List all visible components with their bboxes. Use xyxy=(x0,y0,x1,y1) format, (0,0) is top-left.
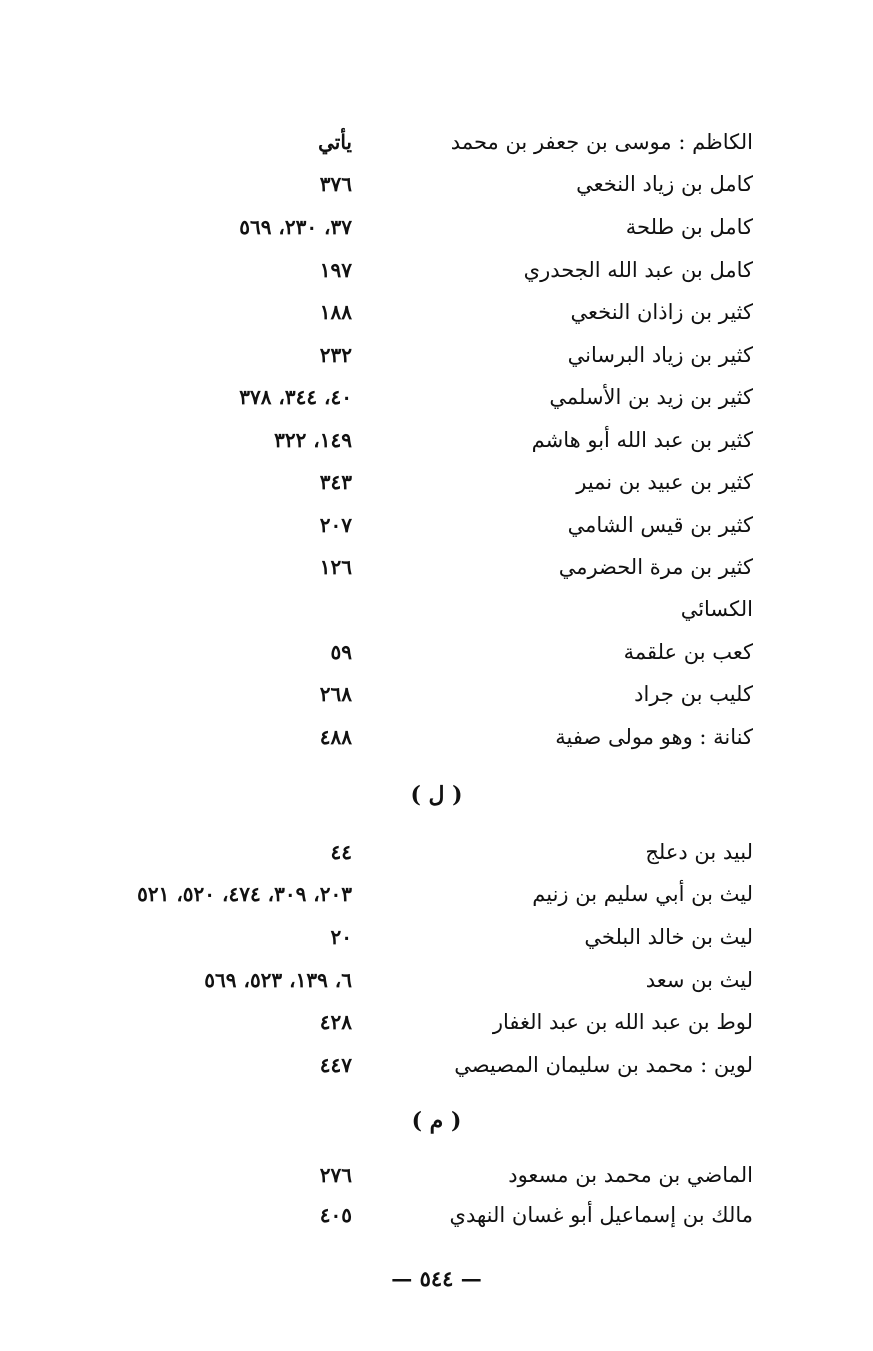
entry-name: ليث بن سعد xyxy=(645,968,753,992)
entry-pages: ٤٢٨ xyxy=(319,1010,352,1034)
entry-pages: ٤٠، ٣٤٤، ٣٧٨ xyxy=(239,385,352,409)
index-entry xyxy=(0,213,873,255)
entry-name: الكسائي xyxy=(680,597,753,621)
entry-name: ليث بن خالد البلخي xyxy=(584,925,753,949)
index-entry xyxy=(0,426,873,468)
entry-name: كليب بن جراد xyxy=(634,682,753,706)
index-entry xyxy=(0,1051,873,1093)
index-entry xyxy=(0,1008,873,1050)
entry-pages: ٢٠٣، ٣٠٩، ٤٧٤، ٥٢٠، ٥٢١ xyxy=(137,882,352,906)
index-entry xyxy=(0,1201,873,1243)
entry-pages: ١٩٧ xyxy=(319,258,352,282)
entry-name: ليث بن أبي سليم بن زنيم xyxy=(532,882,753,906)
entry-pages: ٢٦٨ xyxy=(319,682,352,706)
entry-pages: ٤٨٨ xyxy=(319,725,352,749)
entry-name: مالك بن إسماعيل أبو غسان النهدي xyxy=(449,1203,753,1227)
index-entry xyxy=(0,341,873,383)
index-entry xyxy=(0,553,873,595)
entry-name: الكاظم : موسى بن جعفر بن محمد xyxy=(450,130,753,154)
entry-name: الماضي بن محمد بن مسعود xyxy=(508,1163,753,1187)
entry-pages: ٤٤٧ xyxy=(319,1053,352,1077)
index-entry xyxy=(0,128,873,170)
index-entry xyxy=(0,1161,873,1203)
entry-name: كامل بن عبد الله الجحدري xyxy=(523,258,753,282)
index-entry xyxy=(0,880,873,922)
entry-pages: ٣٤٣ xyxy=(319,470,352,494)
entry-name: كعب بن علقمة xyxy=(623,640,753,664)
index-entry xyxy=(0,966,873,1008)
entry-pages: ١٤٩، ٣٢٢ xyxy=(274,428,352,452)
entry-pages: ٥٩ xyxy=(330,640,352,664)
index-entry xyxy=(0,838,873,880)
entry-name: لبيد بن دعلج xyxy=(645,840,753,864)
entry-pages: ٣٧٦ xyxy=(319,172,352,196)
entry-name: كامل بن طلحة xyxy=(625,215,753,239)
section-header-mim: ( م ) xyxy=(411,1108,462,1134)
entry-name: كنانة : وهو مولى صفية xyxy=(555,725,753,749)
entry-pages: ٢٧٦ xyxy=(319,1163,352,1187)
entry-name: كثير بن عبد الله أبو هاشم xyxy=(531,428,753,452)
index-entry xyxy=(0,383,873,425)
index-entry xyxy=(0,170,873,212)
entry-pages: يأتي xyxy=(318,130,352,154)
entry-pages: ٢٠٧ xyxy=(319,513,352,537)
index-entry xyxy=(0,468,873,510)
index-entry xyxy=(0,256,873,298)
index-entry xyxy=(0,595,873,637)
entry-pages: ٢٣٢ xyxy=(319,343,352,367)
entry-name: كامل بن زياد النخعي xyxy=(576,172,753,196)
entry-name: كثير بن مرة الحضرمي xyxy=(558,555,753,579)
section-header-lam: ( ل ) xyxy=(410,782,463,808)
index-entry xyxy=(0,638,873,680)
entry-pages: ١٨٨ xyxy=(319,300,352,324)
entry-pages: ٤٠٥ xyxy=(319,1203,352,1227)
entry-pages: ١٢٦ xyxy=(319,555,352,579)
entry-pages: ٦، ١٣٩، ٥٢٣، ٥٦٩ xyxy=(204,968,352,992)
entry-name: كثير بن زيد بن الأسلمي xyxy=(549,385,753,409)
entry-pages: ٣٧، ٢٣٠، ٥٦٩ xyxy=(239,215,352,239)
entry-name: كثير بن عبيد بن نمير xyxy=(576,470,753,494)
entry-name: لوط بن عبد الله بن عبد الغفار xyxy=(492,1010,753,1034)
entry-name: كثير بن قيس الشامي xyxy=(567,513,753,537)
index-entry xyxy=(0,723,873,765)
index-entry xyxy=(0,923,873,965)
entry-name: لوين : محمد بن سليمان المصيصي xyxy=(454,1053,753,1077)
entry-name: كثير بن زاذان النخعي xyxy=(570,300,753,324)
index-entry xyxy=(0,680,873,722)
entry-pages: ٢٠ xyxy=(330,925,352,949)
entry-name: كثير بن زياد البرساني xyxy=(567,343,753,367)
entry-pages: ٤٤ xyxy=(330,840,352,864)
index-entry xyxy=(0,298,873,340)
page-number: — ٥٤٤ — xyxy=(391,1266,482,1291)
index-entry xyxy=(0,511,873,553)
